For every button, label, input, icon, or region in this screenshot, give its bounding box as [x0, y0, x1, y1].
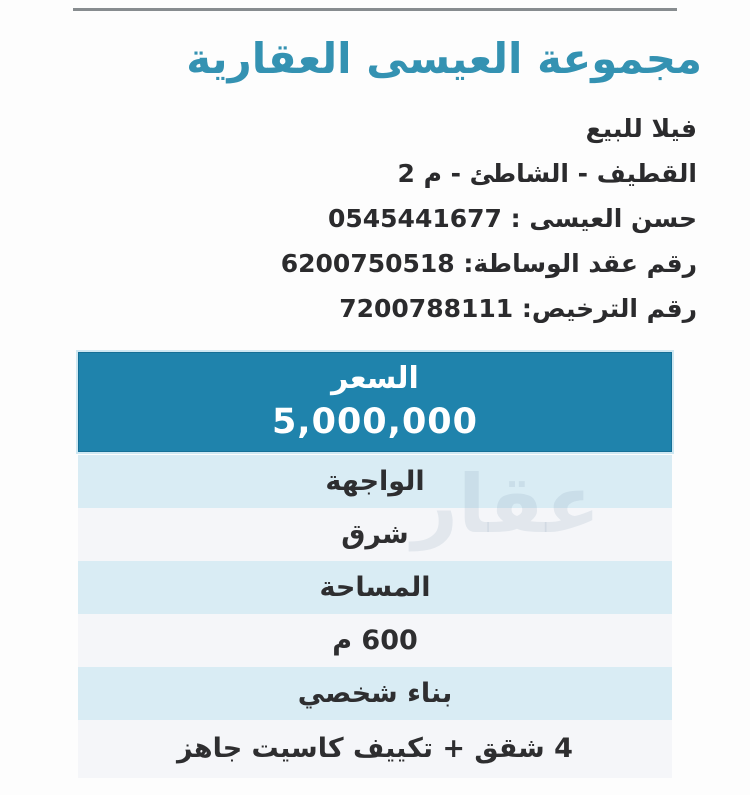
agency-title: مجموعة العيسى العقارية — [186, 34, 702, 83]
license-number-line: رقم الترخيص: 7200788111 — [339, 294, 697, 323]
agent-phone-line: حسن العيسى : 0545441677 — [327, 204, 697, 233]
facade-value-row: شرق — [78, 508, 672, 561]
price-header-row — [78, 352, 672, 452]
price-value: 5,000,000 — [271, 402, 479, 442]
price-label: السعر — [331, 361, 419, 396]
facade-label-row: الواجهة — [78, 455, 672, 508]
listing-info — [281, 106, 697, 331]
features-row: 4 شقق + تكييف كاسيت جاهز — [78, 720, 672, 778]
top-divider-line — [73, 8, 677, 11]
listing-type-line: فيلا للبيع — [585, 114, 697, 143]
area-value-row: 600 م — [78, 614, 672, 667]
details-table — [78, 352, 672, 778]
area-label-row: المساحة — [78, 561, 672, 614]
construction-row: بناء شخصي — [78, 667, 672, 720]
brokerage-contract-line: رقم عقد الوساطة: 6200750518 — [280, 249, 697, 278]
location-line: القطيف - الشاطئ - م 2 — [397, 159, 697, 188]
